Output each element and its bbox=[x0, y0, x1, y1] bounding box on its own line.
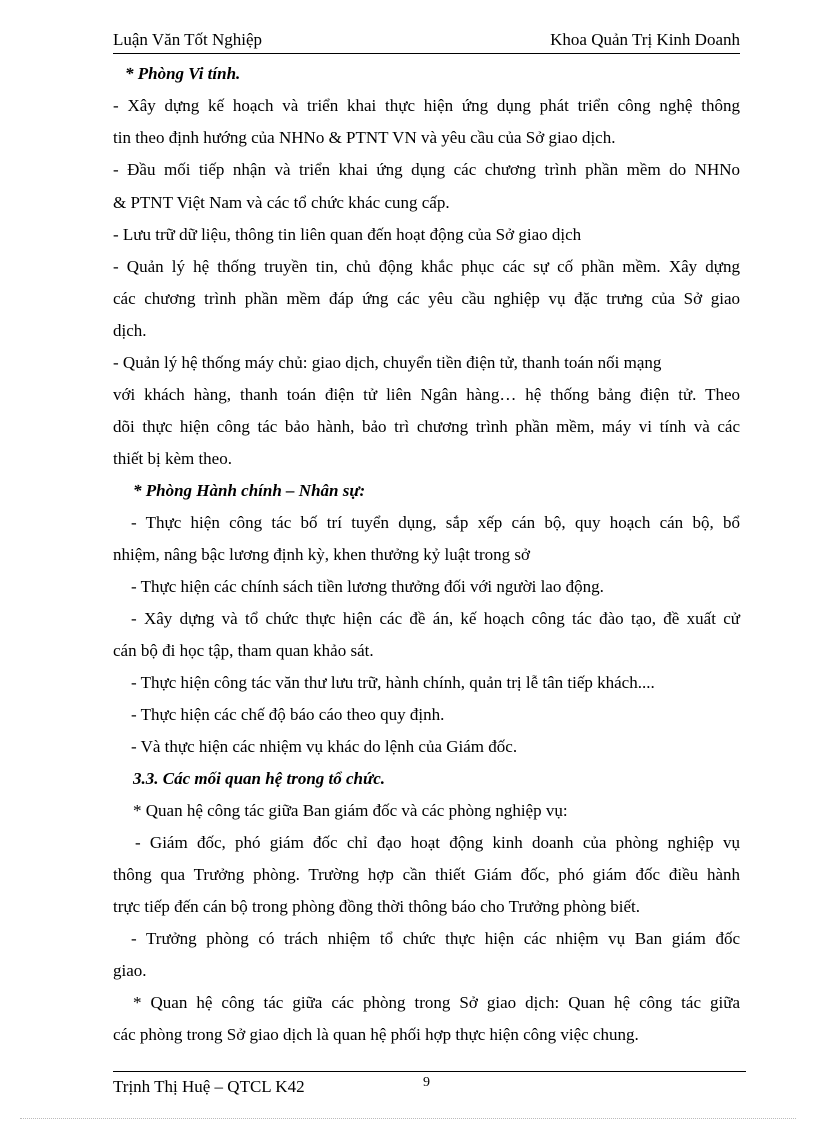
section-heading-hr-department: * Phòng Hành chính – Nhân sự: bbox=[133, 481, 366, 500]
paragraph-line: - Thực hiện công tác bố trí tuyển dụng, sắp xếp cán bộ, quy hoạch cán bộ, bổ bbox=[131, 513, 740, 532]
paragraph-line: các chương trình phần mềm đáp ứng các yêu cầu nghiệp vụ đặc trưng của Sở giao bbox=[113, 289, 740, 308]
paragraph-line: dõi thực hiện công tác bảo hành, bảo trì chương trình phần mềm, máy vi tính và các bbox=[113, 417, 740, 436]
paragraph-line: với khách hàng, thanh toán điện tử liên Ngân hàng… hệ thống bảng điện tử. Theo bbox=[113, 385, 740, 404]
paragraph-line: - Xây dựng kế hoạch và triển khai thực hiện ứng dụng phát triển công nghệ thông bbox=[113, 96, 740, 115]
section-heading-it-department: * Phòng Vi tính. bbox=[125, 64, 241, 83]
paragraph-line: * Quan hệ công tác giữa Ban giám đốc và các phòng nghiệp vụ: bbox=[133, 801, 568, 820]
paragraph-line: - Thực hiện công tác văn thư lưu trữ, hành chính, quản trị lễ tân tiếp khách.... bbox=[131, 673, 655, 692]
page-header bbox=[113, 27, 740, 54]
page-number: 9 bbox=[423, 1075, 430, 1090]
paragraph-line: - Xây dựng và tổ chức thực hiện các đề án, kế hoạch công tác đào tạo, đề xuất cử bbox=[131, 609, 740, 628]
paragraph-line: - Thực hiện các chế độ báo cáo theo quy định. bbox=[131, 705, 445, 724]
paragraph-line: - Quản lý hệ thống truyền tin, chủ động khắc phục các sự cố phần mềm. Xây dựng bbox=[113, 257, 740, 276]
section-heading-relations: 3.3. Các mối quan hệ trong tổ chức. bbox=[133, 769, 385, 788]
header-title-right: Khoa Quản Trị Kinh Doanh bbox=[550, 30, 740, 49]
paragraph-line: - Đầu mối tiếp nhận và triển khai ứng dụng các chương trình phần mềm do NHNo bbox=[113, 160, 740, 179]
paragraph-line: - Quản lý hệ thống máy chủ: giao dịch, chuyển tiền điện tử, thanh toán nối mạng bbox=[113, 353, 662, 372]
paragraph-line: & PTNT Việt Nam và các tổ chức khác cung cấp. bbox=[113, 193, 450, 212]
footer-divider bbox=[113, 1071, 746, 1072]
paragraph-line: dịch. bbox=[113, 321, 147, 340]
paragraph-line: tin theo định hướng của NHNo & PTNT VN và yêu cầu của Sở giao dịch. bbox=[113, 128, 616, 147]
paragraph-line: cán bộ đi học tập, tham quan khảo sát. bbox=[113, 641, 374, 660]
paragraph-line: thông qua Trưởng phòng. Trường hợp cần thiết Giám đốc, phó giám đốc điều hành bbox=[113, 865, 740, 884]
paragraph-line: - Giám đốc, phó giám đốc chỉ đạo hoạt động kinh doanh của phòng nghiệp vụ bbox=[135, 833, 740, 852]
footer-author: Trịnh Thị Huệ – QTCL K42 bbox=[113, 1077, 305, 1096]
paragraph-line: - Và thực hiện các nhiệm vụ khác do lệnh của Giám đốc. bbox=[131, 737, 518, 756]
paragraph-line: giao. bbox=[113, 961, 147, 980]
paragraph-line: thiết bị kèm theo. bbox=[113, 449, 232, 468]
paragraph-line: nhiệm, nâng bậc lương định kỳ, khen thưởng kỷ luật trong sở bbox=[113, 545, 530, 564]
page-edge-dotted-line bbox=[20, 1118, 796, 1119]
paragraph-line: trực tiếp đến cán bộ trong phòng đồng thời thông báo cho Trưởng phòng biết. bbox=[113, 897, 640, 916]
paragraph-line: các phòng trong Sở giao dịch là quan hệ phối hợp thực hiện công việc chung. bbox=[113, 1025, 639, 1044]
header-title-left: Luận Văn Tốt Nghiệp bbox=[113, 30, 263, 49]
paragraph-line: - Trưởng phòng có trách nhiệm tổ chức thực hiện các nhiệm vụ Ban giám đốc bbox=[131, 929, 740, 948]
paragraph-line: * Quan hệ công tác giữa các phòng trong Sở giao dịch: Quan hệ công tác giữa bbox=[133, 993, 740, 1012]
paragraph-line: - Thực hiện các chính sách tiền lương thưởng đối với người lao động. bbox=[131, 577, 604, 596]
paragraph-line: - Lưu trữ dữ liệu, thông tin liên quan đến hoạt động của Sở giao dịch bbox=[113, 225, 582, 244]
